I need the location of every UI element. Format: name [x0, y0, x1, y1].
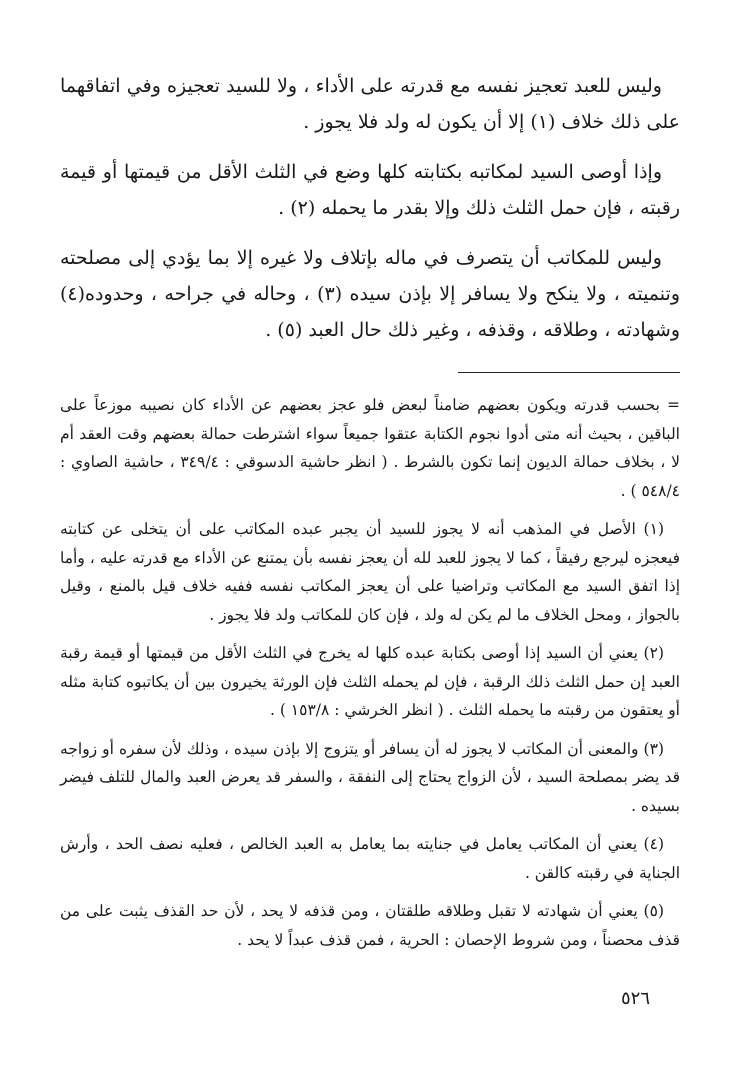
footnote-continuation: = بحسب قدرته ويكون بعضهم ضامناً لبعض فلو عجز بعضهم عن الأداء كان نصيبه موزعاً على الباقين ، بحيث أنه متى أدوا نجوم الكتابة عتقوا جميعاً سواء اشترطت حمالة بعضهم وقت العقد أم لا ، بخلاف حمالة الديون إنما تكون بالشرط . ( انظر حاشية الدسوقي : ٣٤٩/٤ ، حاشية الصاوي : ٥٤٨/٤ ) . — [60, 396, 680, 500]
main-paragraph: وليس للعبد تعجيز نفسه مع قدرته على الأداء ، ولا للسيد تعجيزه وفي اتفاقهما على ذلك خلاف (١) إلا أن يكون له ولد فلا يجوز . — [60, 75, 680, 133]
footnote-3: (٣) والمعنى أن المكاتب لا يجوز له أن يسافر أو يتزوج إلا بإذن سيده ، وذلك لأن سفره أو زواجه قد يضر بمصلحة السيد ، لأن الزواج يحتاج إلى النفقة ، والسفر قد يعرض العبد والمال للتلف فيضر بسيده . — [60, 739, 680, 815]
footnote-1: (١) الأصل في المذهب أنه لا يجوز للسيد أن يجبر عبده المكاتب على أن يتخلى عن كتابته فيعجزه ليرجع رفيقاً ، كما لا يجوز للعبد لله أن يعجز نفسه بأن يمتنع عن الأداء مع قدرته عليه ، وأما إذا اتفق السيد مع المكاتب وتراضيا على أن يعجز المكاتب نفسه ففيه خلاف قيل بالمنع ، وقيل بالجواز ، ومحل الخلاف ما لم يكن له ولد ، فإن كان للمكاتب ولد فلا يجوز . — [60, 520, 680, 624]
main-text — [60, 68, 680, 348]
main-paragraph: وإذا أوصى السيد لمكاتبه بكتابته كلها وضع في الثلث الأقل من قيمتها أو قيمة رقبته ، فإن حمل الثلث ذلك وإلا بقدر ما يحمله (٢) . — [60, 161, 680, 219]
footnote-separator — [458, 372, 680, 373]
footnotes — [60, 391, 680, 954]
main-paragraph: وليس للمكاتب أن يتصرف في ماله بإتلاف ولا غيره إلا بما يؤدي إلى مصلحته وتنميته ، ولا ينكح ولا يسافر إلا بإذن سيده (٣) ، وحاله في جراحه ، وحدوده(٤) وشهادته ، وطلاقه ، وقذفه ، وغير ذلك حال العبد (٥) . — [60, 247, 680, 341]
page-number: ٥٢٦ — [620, 988, 650, 1009]
footnote-2: (٢) يعني أن السيد إذا أوصى بكتابة عبده كلها له يخرج في الثلث الأقل من قيمتها أو قيمة رقبة العبد إن حمل الثلث ذلك الرقبة ، فإن لم يحمله الثلث فإن الورثة يخيرون بين أن يكاتبوه كتابة مثله أو يعتقون من رقبته ما يحمله الثلث . ( انظر الخرشي : ١٥٣/٨ ) . — [60, 644, 680, 719]
footnote-5: (٥) يعني أن شهادته لا تقبل وطلاقه طلقتان ، ومن قذفه لا يحد ، لأن حد القذف يثبت على من قذف محصناً ، ومن شروط الإحصان : الحرية ، فمن قذف عبداً لا يحد . — [60, 902, 680, 949]
footnote-4: (٤) يعني أن المكاتب يعامل في جنايته بما يعامل به العبد الخالص ، فعليه نصف الحد ، وأرش الجناية في رقبته كالقن . — [60, 835, 680, 882]
